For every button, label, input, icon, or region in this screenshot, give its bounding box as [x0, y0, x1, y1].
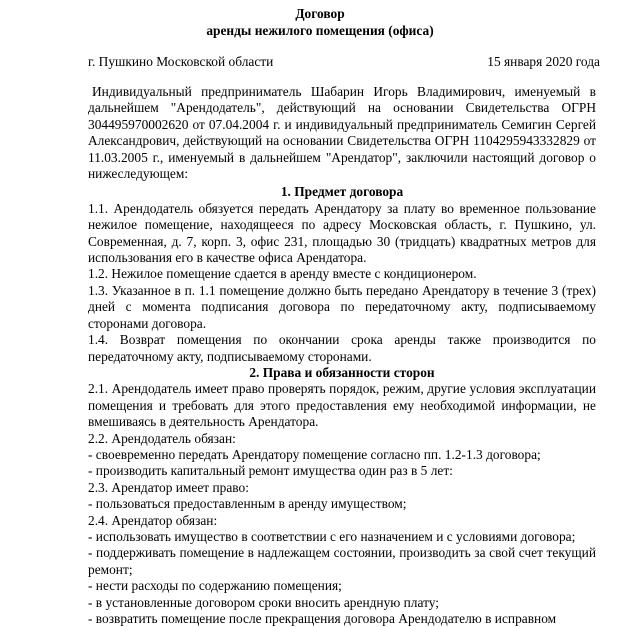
clause-2-2-item: - производить капитальный ремонт имущества один раз в 5 лет: [88, 463, 453, 479]
document-subtitle: аренды нежилого помещения (офиса) [206, 23, 434, 38]
document-body [88, 84, 596, 627]
clause-2-4-item: - в установленные договором сроки вносить арендную плату; [88, 594, 439, 610]
preamble-paragraph: Индивидуальный предприниматель Шабарин Игорь Владимирович, именуемый в дальнейшем "Арендодатель", действующий на основании Свидетельства ОГРН 304495970002620 от 07.04.2004 г. и индивидуальный предприниматель Семигин Сергей Александрович, действующий на основании Свидетельства ОГРН 1104295943332829 от 11.03.2005 г., именуемый в дальнейшем "Арендатор", заключили настоящий договор о нижеследующем: [88, 84, 596, 182]
clause-1-3: 1.3. Указанное в п. 1.1 помещение должно быть передано Арендатору в течение 3 (трех) дней с момента подписания договора по передаточному акту, подписываемому сторонами договора. [88, 282, 596, 331]
clause-2-4-item: - использовать имущество в соответствии с его назначением и с условиями договора; [88, 528, 576, 544]
clause-2-3: 2.3. Арендатор имеет право: [88, 479, 249, 495]
document-title: Договор [295, 6, 345, 21]
clause-2-4-item: - возвратить помещение после прекращения договора Арендодателю в исправном [88, 611, 557, 626]
clause-2-4-item: - поддерживать помещение в надлежащем состоянии, производить за свой счет текущий ремонт; [88, 545, 596, 577]
contract-date: 15 января 2020 года [487, 54, 600, 69]
clause-1-1: 1.1. Арендодатель обязуется передать Арендатору за плату во временное пользование нежилое помещение, находящееся по адресу Московская область, г. Пушкино, ул. Современная, д. 7, корп. 3, офис 231, площадью 30 (тридцать) квадратных метров для использования его в качестве офиса Арендатора. [88, 200, 596, 266]
clause-2-4-item: - нести расходы по содержанию помещения; [88, 578, 342, 594]
section-1-heading: 1. Предмет договора [280, 184, 404, 200]
clause-1-2: 1.2. Нежилое помещение сдается в аренду вместе с кондиционером. [88, 266, 477, 282]
clause-1-4: 1.4. Возврат помещения по окончании срока аренды также производится по передаточному акту, подписываемому сторонами. [88, 332, 596, 364]
clause-2-2: 2.2. Арендодатель обязан: [88, 430, 236, 446]
section-2-heading: 2. Права и обязанности сторон [249, 364, 435, 380]
clause-2-2-item: - своевременно передать Арендатору помещение согласно пп. 1.2-1.3 договора; [88, 446, 541, 462]
contract-place: г. Пушкино Московской области [88, 54, 274, 69]
clause-2-3-item: - пользоваться предоставленным в аренду имуществом; [88, 496, 407, 512]
clause-2-4: 2.4. Арендатор обязан: [88, 512, 218, 528]
clause-2-1: 2.1. Арендодатель имеет право проверять порядок, режим, другие условия эксплуатации помещения и требовать для этого предоставления ему необходимой информации, не вмешиваясь в деятельность Арендатора. [88, 381, 596, 430]
